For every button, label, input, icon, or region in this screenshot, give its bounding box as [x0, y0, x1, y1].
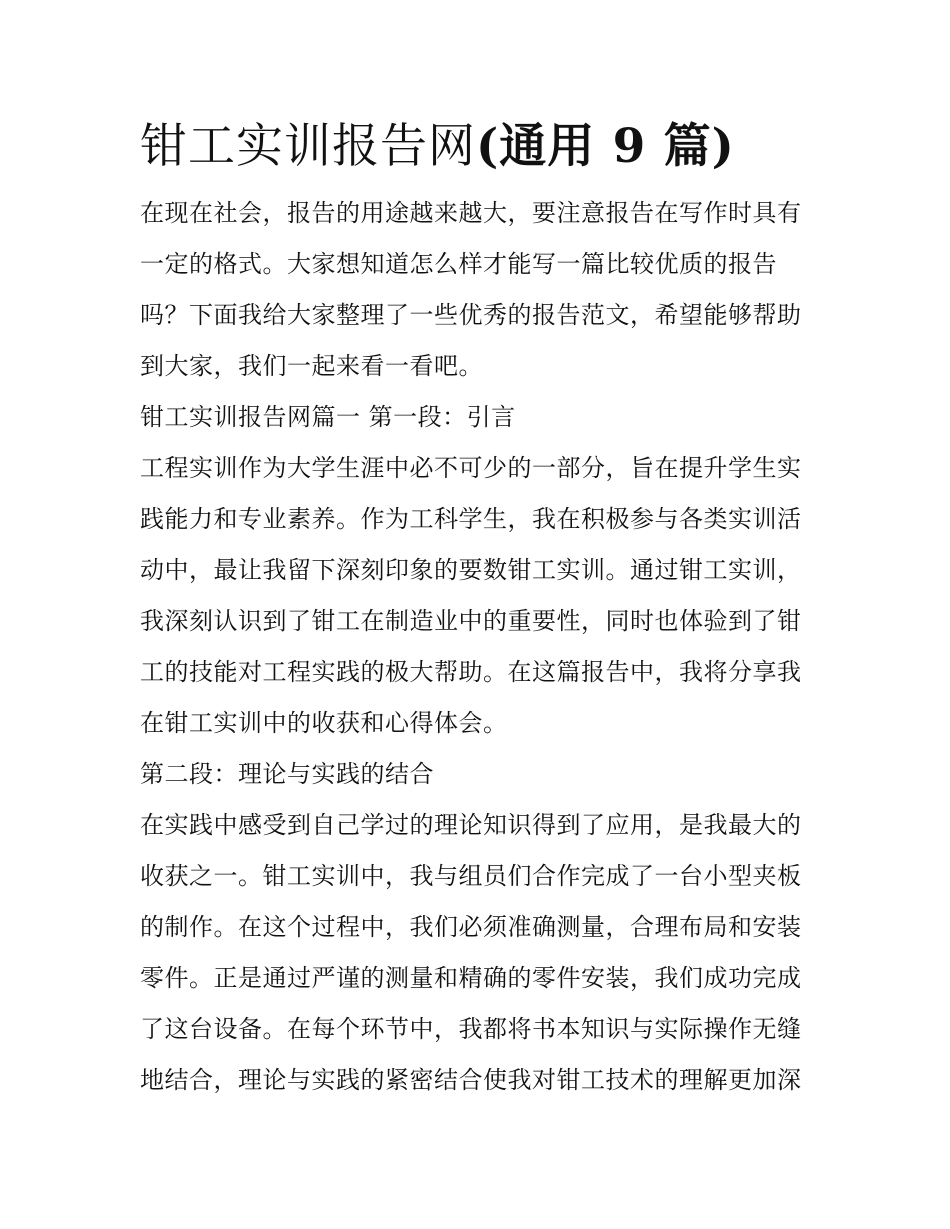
section1-paragraph: 工程实训作为大学生涯中必不可少的一部分，旨在提升学生实践能力和专业素养。作为工科学生，我在积极参与各类实训活动中，最让我留下深刻印象的要数钳工实训。通过钳工实训，我深刻认识到了钳工在制造业中的重要性，同时也体验到了钳工的技能对工程实践的极大帮助。在这篇报告中，我将分享我在钳工实训中的收获和心得体会。 [140, 454, 802, 737]
title-prefix: 钳工实训报告网 [140, 119, 476, 174]
document-page [140, 112, 812, 1106]
intro-paragraph: 在现在社会，报告的用途越来越大，要注意报告在写作时具有一定的格式。大家想知道怎么样才能写一篇比较优质的报告吗？下面我给大家整理了一些优秀的报告范文，希望能够帮助到大家，我们一起来看一看吧。 [140, 199, 802, 380]
section1-heading: 钳工实训报告网篇一 第一段：引言 [140, 403, 516, 431]
section2-paragraph: 在实践中感受到自己学过的理论知识得到了应用，是我最大的收获之一。钳工实训中，我与组员们合作完成了一台小型夹板的制作。在这个过程中，我们必须准确测量，合理布局和安装零件。正是通过严谨的测量和精确的零件安装，我们成功完成了这台设备。在每个环节中，我都将书本知识与实际操作无缝地结合，理论与实践的紧密结合使我对钳工技术的理解更加深 [140, 811, 802, 1094]
section2-heading: 第二段：理论与实践的结合 [140, 760, 434, 788]
title-suffix: (通用 9 篇) [476, 119, 735, 174]
document-title [140, 112, 812, 182]
